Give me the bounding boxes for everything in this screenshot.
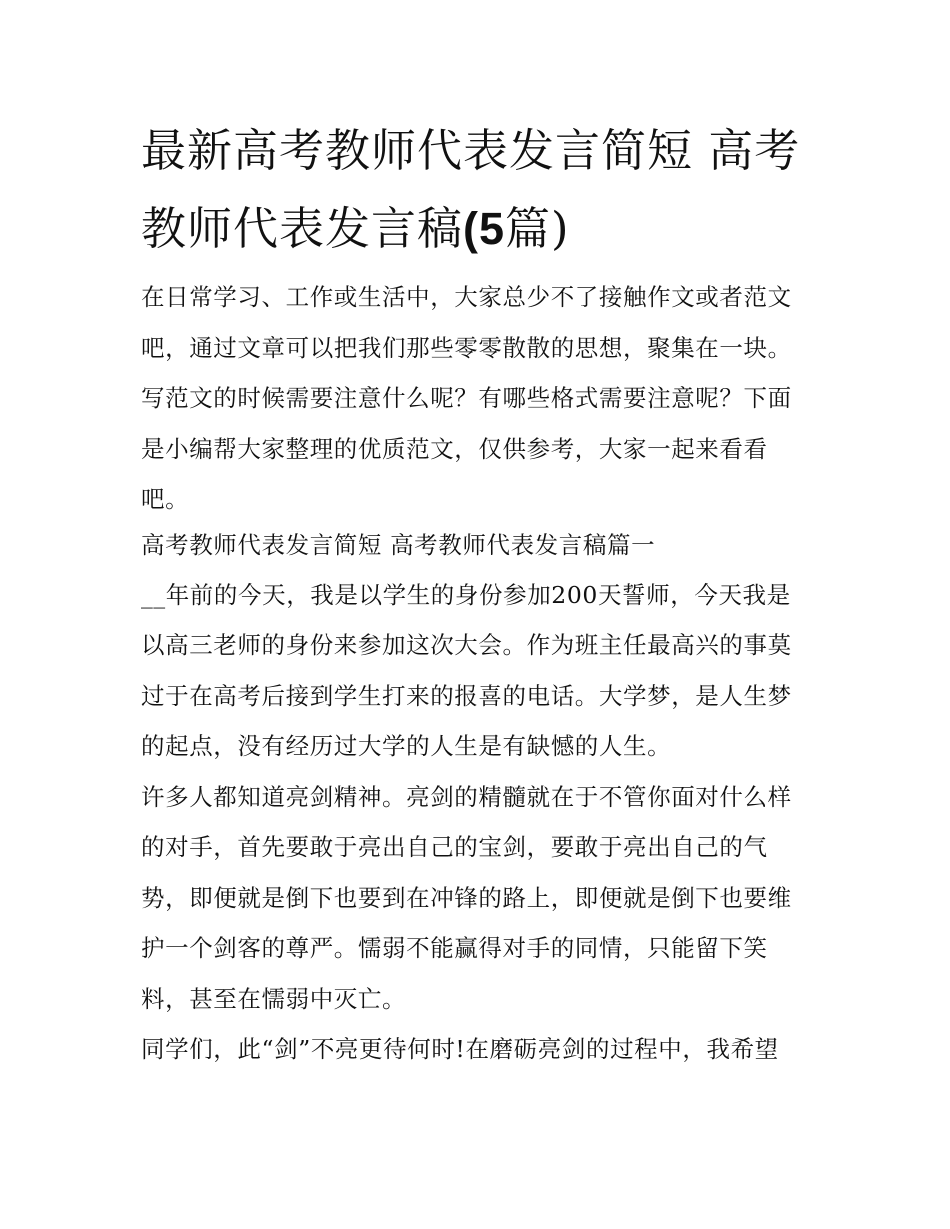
section-heading: 高考教师代表发言简短 高考教师代表发言稿篇一	[141, 530, 656, 559]
body-paragraph: __年前的今天，我是以学生的身份参加200天誓师，今天我是以高三老师的身份来参加这次大会。作为班主任最高兴的事莫过于在高考后接到学生打来的报喜的电话。大学梦，是人生梦的起点，没有经历过大学的人生是有缺憾的人生。	[141, 580, 792, 760]
title-text: 最新高考教师代表发言简短 高考教师代表发言稿	[141, 124, 801, 255]
document-page	[141, 112, 813, 1075]
title-count: (5	[463, 203, 506, 254]
document-title	[141, 112, 813, 268]
title-suffix: 篇)	[505, 202, 570, 255]
body-paragraph: 同学们，此“剑”不亮更待何时!在磨砺亮剑的过程中，我希望	[141, 1035, 779, 1063]
intro-paragraph: 在日常学习、工作或生活中，大家总少不了接触作文或者范文吧，通过文章可以把我们那些零零散散的思想，聚集在一块。写范文的时候需要注意什么呢？有哪些格式需要注意呢？下面是小编帮大家整理的优质范文，仅供参考，大家一起来看看吧。	[141, 283, 792, 513]
body-paragraph: 许多人都知道亮剑精神。亮剑的精髓就在于不管你面对什么样的对手，首先要敢于亮出自己的宝剑，要敢于亮出自己的气势，即便就是倒下也要到在冲锋的路上，即便就是倒下也要维护一个剑客的尊严。懦弱不能赢得对手的同情，只能留下笑料，甚至在懦弱中灭亡。	[141, 782, 792, 1013]
